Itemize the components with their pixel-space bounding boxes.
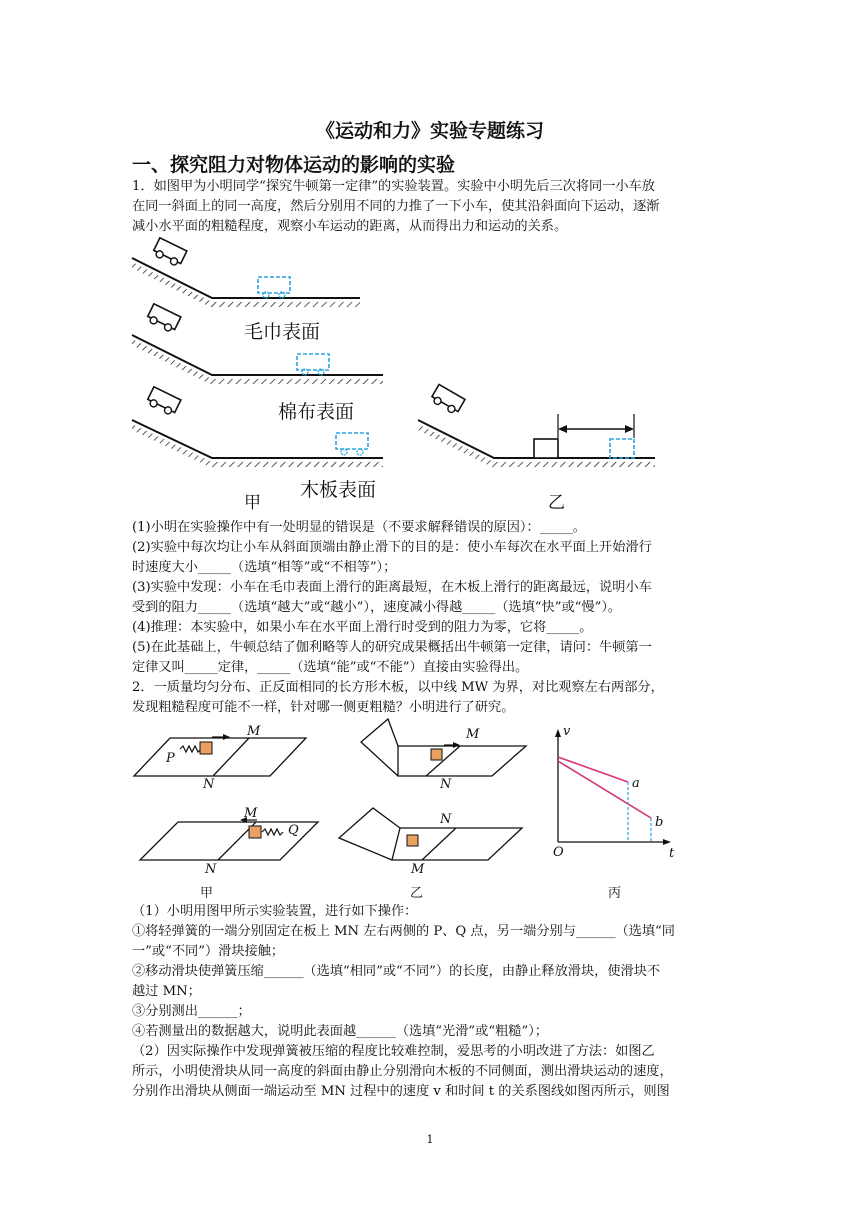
q2-intro-line: 发现粗糙程度可能不一样，针对哪一侧更粗糙？小明进行了研究。 xyxy=(132,700,515,715)
cart-icon xyxy=(430,384,465,415)
q2-item-line: 分别作出滑块从侧面一端运动至 MN 过程中的速度 v 和时间 t 的关系图线如图丙所示，则图 xyxy=(132,1084,670,1099)
line-label-a: a xyxy=(632,776,640,791)
line-a xyxy=(558,757,628,782)
q1-item-line: (1)小明在实验操作中有一处明显的错误是（不要求解释错误的原因）：_____。 xyxy=(132,520,586,535)
q1-intro-line: 在同一斜面上的同一高度，然后分别用不同的力推了一下小车，使其沿斜面向下运动，逐渐 xyxy=(132,199,660,214)
figure-label: 甲 xyxy=(200,886,214,901)
block-icon xyxy=(534,439,558,458)
label-n: N xyxy=(440,777,452,792)
figure-label: 乙 xyxy=(410,886,424,901)
q2-item-line: 一”或“不同”）滑块接触； xyxy=(132,944,285,959)
cart-icon xyxy=(146,304,181,334)
figure-label: 丙 xyxy=(608,886,622,901)
q1-item-line: 时速度大小_____（选填“相等”或“不相等”）； xyxy=(132,560,397,575)
q2-item-line: ④若测量出的数据越大，说明此表面越______（选填“光滑”或“粗糙”）； xyxy=(132,1024,548,1039)
q2-item-line: 所示，小明使滑块从同一高度的斜面由静止分别滑向木板的不同侧面，测出滑块运动的速度， xyxy=(132,1064,673,1079)
label-n: N xyxy=(203,777,215,792)
q1-item-line: 受到的阻力_____（选填“越大”或“越小”），速度减小得越_____（选填“快”或“慢”）。 xyxy=(132,600,622,615)
cart-icon xyxy=(146,387,181,417)
q1-item-line: 定律又叫_____定律，_____（选填“能”或“不能”）直接由实验得出。 xyxy=(132,660,529,675)
q1-item-line: (4)推理：本实验中，如果小车在水平面上滑行时受到的阻力为零，它将_____。 xyxy=(132,620,593,635)
surface-label: 毛巾表面 xyxy=(244,321,321,343)
cart-dashed-icon xyxy=(336,433,368,455)
vt-graph xyxy=(555,729,671,845)
ramp-setup-towel xyxy=(132,238,360,307)
label-p: P xyxy=(166,751,175,766)
spring-icon xyxy=(180,734,230,754)
q1-item-line: (3)实验中发现：小车在毛巾表面上滑行的距离最短，在木板上滑行的距离最远，说明小车 xyxy=(132,580,652,595)
q2-item-line: （1）小明用图甲所示实验装置，进行如下操作： xyxy=(132,904,418,919)
figure-label: 乙 xyxy=(548,493,565,513)
page-number: 1 xyxy=(426,1133,434,1146)
q1-intro-line: 减小水平面的粗糙程度，观察小车运动的距离，从而得出力和运动的关系。 xyxy=(132,219,568,234)
ramp-setup-yi xyxy=(418,384,655,467)
q2-item-line: （2）因实际操作中发现弹簧被压缩的程度比较难控制，爱思考的小明改进了方法：如图乙 xyxy=(132,1044,655,1059)
label-q: Q xyxy=(288,823,299,838)
label-n: N xyxy=(440,812,452,827)
q2-item-line: ②移动滑块使弹簧压缩______（选填“相同”或“不同”）的长度，由静止释放滑块，使滑块不 xyxy=(132,964,661,979)
q2-intro-line: 2．一质量均匀分布、正反面相同的长方形木板，以中线 MW 为界，对比观察左右两部分， xyxy=(132,680,664,695)
label-m: M xyxy=(244,806,258,821)
cart-dashed-icon xyxy=(258,277,290,298)
q2-item-line: 越过 MN； xyxy=(132,984,201,999)
axis-label-t: t xyxy=(669,846,675,861)
section-title: 一、探究阻力对物体运动的影响的实验 xyxy=(132,154,456,176)
origin-label: O xyxy=(553,845,564,860)
cart-dashed-icon xyxy=(297,354,329,375)
label-m: M xyxy=(411,862,425,877)
board-figure-yi xyxy=(339,719,526,860)
q1-item-line: (5)在此基础上，牛顿总结了伽利略等人的研究成果概括出牛顿第一定律，请问：牛顿第一 xyxy=(132,640,652,655)
q2-item-line: ③分别测出______； xyxy=(132,1004,251,1019)
label-m: M xyxy=(247,724,261,739)
q1-item-line: (2)实验中每次均让小车从斜面顶端由静止滑下的目的是：使小车每次在水平面上开始滑行 xyxy=(132,540,652,555)
surface-label: 棉布表面 xyxy=(278,401,355,423)
figure-label: 甲 xyxy=(244,493,261,513)
label-m: M xyxy=(466,727,480,742)
block-icon xyxy=(407,835,418,846)
block-icon xyxy=(431,749,442,760)
cart-icon xyxy=(152,238,187,268)
q1-intro-line: 1．如图甲为小明同学“探究牛顿第一定律”的实验装置。实验中小明先后三次将同一小车放 xyxy=(132,179,655,194)
line-label-b: b xyxy=(655,815,664,830)
page-title: 《运动和力》实验专题练习 xyxy=(315,120,544,142)
label-n: N xyxy=(205,862,217,877)
axis-label-v: v xyxy=(563,724,571,739)
block-dashed-icon xyxy=(610,439,634,458)
q2-item-line: ①将轻弹簧的一端分别固定在板上 MN 左右两侧的 P、Q 点，另一端分别与______（选填“同 xyxy=(132,924,675,939)
surface-label: 木板表面 xyxy=(300,479,377,501)
board-figure-jia xyxy=(134,738,318,860)
